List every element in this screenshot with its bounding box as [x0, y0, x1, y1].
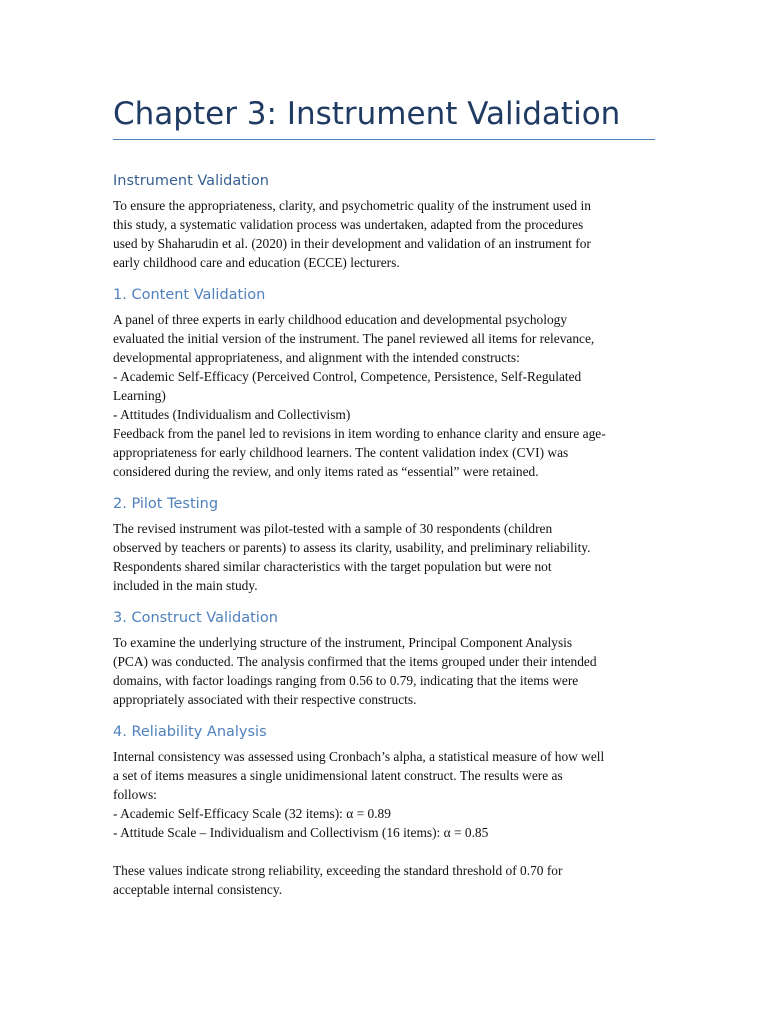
paragraph-line: evaluated the initial version of the instrument. The panel reviewed all items for relevance,: [113, 331, 595, 346]
paragraph-line: (PCA) was conducted. The analysis confirmed that the items grouped under their intended: [113, 654, 597, 669]
paragraph-line: To ensure the appropriateness, clarity, and psychometric quality of the instrument used in: [113, 198, 591, 213]
blank-line: [113, 842, 655, 861]
section-pilot-testing: [113, 493, 655, 595]
paragraph-line: appropriateness for early childhood learners. The content validation index (CVI) was: [113, 445, 569, 460]
paragraph-line: used by Shaharudin et al. (2020) in their development and validation of an instrument for: [113, 236, 591, 251]
paragraph-line: Feedback from the panel led to revisions in item wording to enhance clarity and ensure age-: [113, 426, 606, 441]
document-body: [113, 170, 655, 911]
section-construct-validation: [113, 607, 655, 709]
section-heading: 4. Reliability Analysis: [113, 724, 267, 740]
section-heading: 2. Pilot Testing: [113, 496, 219, 512]
paragraph-line: included in the main study.: [113, 578, 258, 593]
section-instrument-validation: [113, 170, 655, 272]
paragraph-line: this study, a systematic validation process was undertaken, adapted from the procedures: [113, 217, 584, 232]
paragraph-line: observed by teachers or parents) to assess its clarity, usability, and preliminary reliability.: [113, 540, 591, 555]
paragraph-line: follows:: [113, 787, 157, 802]
paragraph-line: - Attitudes (Individualism and Collectivism): [113, 407, 351, 422]
paragraph-line: domains, with factor loadings ranging from 0.56 to 0.79, indicating that the items were: [113, 673, 579, 688]
section-heading: 1. Content Validation: [113, 287, 266, 303]
paragraph-line: These values indicate strong reliability, exceeding the standard threshold of 0.70 for: [113, 863, 563, 878]
paragraph-line: developmental appropriateness, and alignment with the intended constructs:: [113, 350, 520, 365]
chapter-title: Chapter 3: Instrument Validation: [113, 96, 621, 132]
paragraph-line: considered during the review, and only items rated as “essential” were retained.: [113, 464, 539, 479]
paragraph-line: Internal consistency was assessed using Cronbach’s alpha, a statistical measure of how well: [113, 749, 605, 764]
section-reliability-analysis: [113, 721, 655, 899]
section-heading: Instrument Validation: [113, 173, 269, 189]
paragraph-line: - Attitude Scale – Individualism and Collectivism (16 items): α = 0.85: [113, 825, 489, 840]
paragraph-line: Learning): [113, 388, 166, 403]
section-content-validation: [113, 284, 655, 481]
paragraph-line: acceptable internal consistency.: [113, 882, 283, 897]
paragraph-line: early childhood care and education (ECCE) lecturers.: [113, 255, 400, 270]
paragraph-line: - Academic Self-Efficacy (Perceived Control, Competence, Persistence, Self-Regulated: [113, 369, 582, 384]
section-heading: 3. Construct Validation: [113, 610, 278, 626]
paragraph-line: To examine the underlying structure of the instrument, Principal Component Analysis: [113, 635, 573, 650]
paragraph-line: appropriately associated with their respective constructs.: [113, 692, 417, 707]
paragraph-line: - Academic Self-Efficacy Scale (32 items): α = 0.89: [113, 806, 391, 821]
paragraph-line: The revised instrument was pilot-tested with a sample of 30 respondents (children: [113, 521, 553, 536]
paragraph-line: A panel of three experts in early childhood education and developmental psychology: [113, 312, 568, 327]
title-underline: [113, 139, 655, 140]
paragraph-line: a set of items measures a single unidimensional latent construct. The results were as: [113, 768, 563, 783]
paragraph-line: Respondents shared similar characteristics with the target population but were not: [113, 559, 552, 574]
